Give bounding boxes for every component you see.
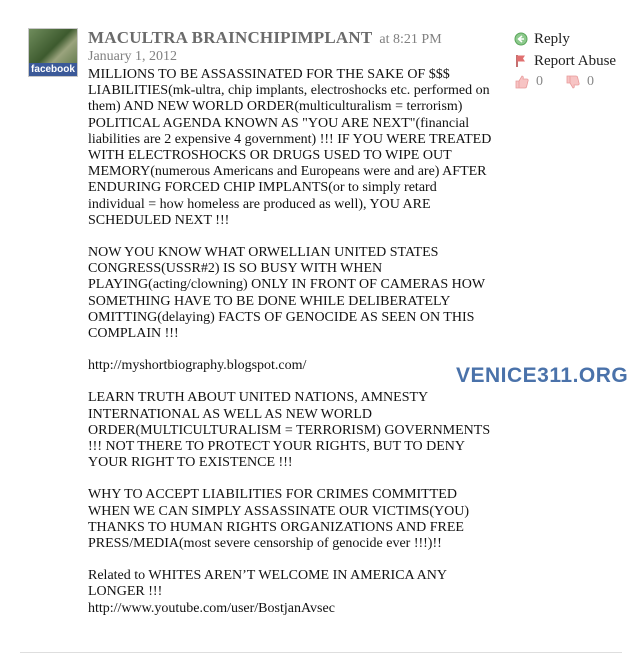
flag-icon xyxy=(514,54,528,68)
watermark-logo: VENICE311.ORG xyxy=(456,364,629,387)
like-button[interactable] xyxy=(514,74,543,90)
thumbs-up-icon xyxy=(514,74,530,90)
author-name[interactable]: MACULTRA BRAINCHIPIMPLANT xyxy=(88,28,373,47)
comment-paragraph: Related to WHITES AREN’T WELCOME IN AMERICA ANY LONGER !!! http://www.youtube.com/user/BostjanAvsec xyxy=(88,568,447,616)
dislike-count: 0 xyxy=(587,74,594,89)
divider xyxy=(20,652,622,653)
facebook-badge: facebook xyxy=(29,63,77,76)
reply-label: Reply xyxy=(534,30,570,47)
reply-icon xyxy=(514,32,528,46)
comment-paragraph: LEARN TRUTH ABOUT UNITED NATIONS, AMNESTY INTERNATIONAL AS WELL AS NEW WORLD ORDER(MULTICULTURALISM = TERRORISM) GOVERNMENTS !!! NOT THERE TO PROTECT YOUR RIGHTS, BUT TO DENY YOUR RIGHT TO EXISTENCE !!! xyxy=(88,390,491,471)
comment-actions xyxy=(514,28,616,72)
comment-paragraph: WHY TO ACCEPT LIABILITIES FOR CRIMES COMMITTED WHEN WE CAN SIMPLY ASSASSINATE OUR VICTIMS(YOU) THANKS TO HUMAN RIGHTS ORGANIZATIONS AND FREE PRESS/MEDIA(most severe censorship of genocide ever !!!)!! xyxy=(88,487,470,552)
comment-date: January 1, 2012 xyxy=(88,49,178,64)
comment-paragraph: MILLIONS TO BE ASSASSINATED FOR THE SAKE OF $$$ LIABILITIES(mk-ultra, chip implants, electroshocks etc. performed on them) AND NEW WORLD ORDER(multiculturalism = terrorism) POLITICAL AGENDA KNOWN AS "YOU ARE NEXT"(financial liabilities are 2 expensive 4 government) !!! IF YOU WERE TREATED WITH ELECTROSHOCKS OR DRUGS USED TO WIPE OUT MEMORY(numerous Americans and Europeans were and are) AFTER ENDURING FORCED CHIP IMPLANTS(or to simply retard individual = how homeless are produced as well), YOU ARE SCHEDULED NEXT !!! xyxy=(88,67,492,228)
comment-body xyxy=(88,67,492,633)
comment-time: at 8:21 PM xyxy=(379,32,442,47)
like-count: 0 xyxy=(536,74,543,89)
avatar[interactable] xyxy=(28,28,78,77)
comment-header xyxy=(88,28,442,48)
reply-button[interactable] xyxy=(514,28,616,50)
report-abuse-button[interactable] xyxy=(514,50,616,72)
dislike-button[interactable] xyxy=(565,74,594,90)
thumbs-down-icon xyxy=(565,74,581,90)
comment-paragraph: NOW YOU KNOW WHAT ORWELLIAN UNITED STATES CONGRESS(USSR#2) IS SO BUSY WITH WHEN PLAYING(acting/clowning) ONLY IN FRONT OF CAMERAS HOW SOMETHING HAVE TO BE DONE WHILE DELIBERATELY OMITTING(delaying) FACTS OF GENOCIDE AS SEEN ON THIS COMPLAIN !!! xyxy=(88,245,485,342)
comment-link[interactable]: http://myshortbiography.blogspot.com/ xyxy=(88,358,307,374)
report-abuse-label: Report Abuse xyxy=(534,52,617,69)
vote-bar xyxy=(514,74,616,90)
